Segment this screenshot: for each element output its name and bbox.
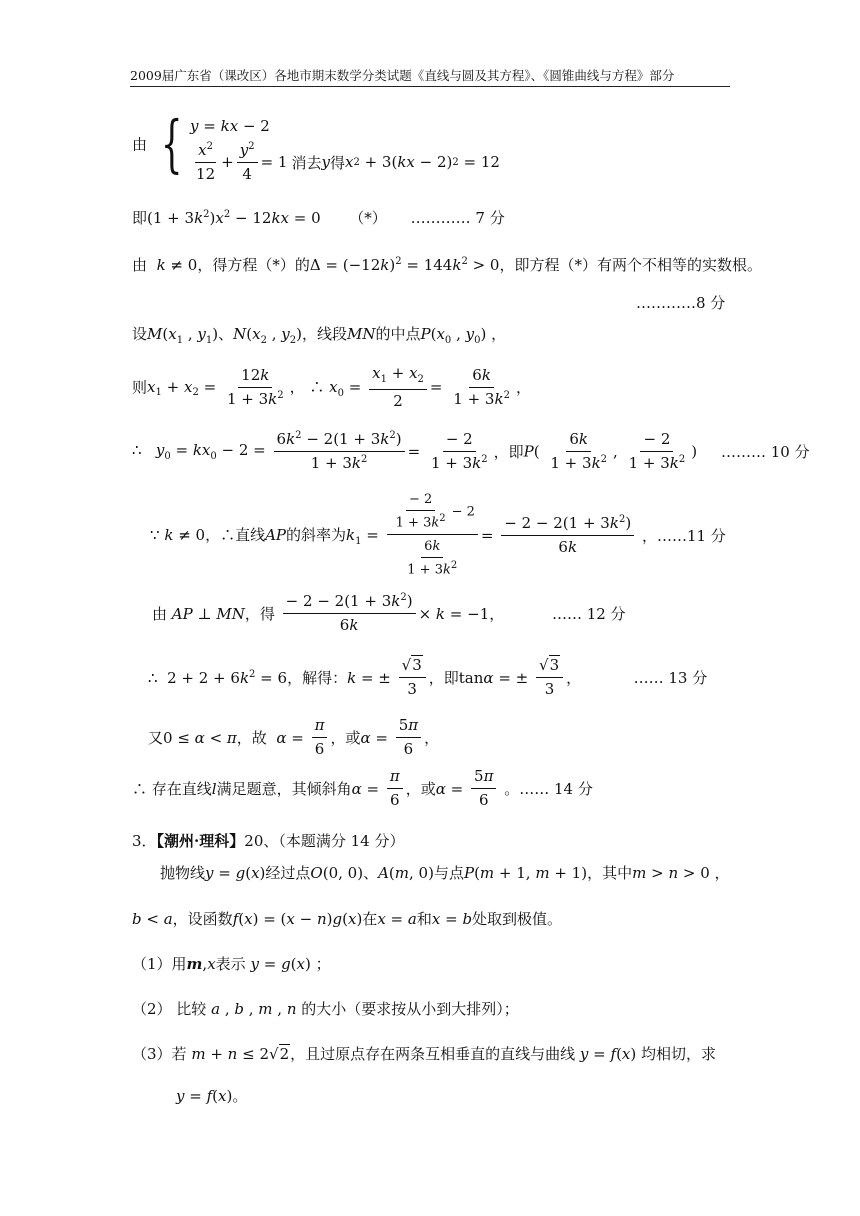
equation-system: y = kx − 2 $\frac{x^2}{12}$ + $\frac{y^2}{4}$ = 1 消去 y 得 x 2 + 3( kx − 2) 2 = 12 [190, 117, 500, 183]
y0-line: ∴ $y_0 = kx_0 - 2$ = $\frac{6k^2 - 2(1 + 3k^2)}{1 + 3k^2}$ = $\frac{- 2}{1 + 3k^2}$ ，即P( $\frac{6k}{1 + 3k^2}$ , $\frac{- 2}{1 + 3k^2}$ ) ……… 10 分 [132, 430, 810, 472]
question-3-paragraph-1: 抛物线y = g(x)经过点O(0, 0)、A(m, 0)与点P(m + 1, m + 1)，其中m > n > 0 ， [160, 864, 730, 882]
question-3-heading: 3．【潮州·理科】20、（本题满分 14 分） [132, 832, 405, 850]
conclusion-line: ∴ 存在直线l满足题意，其倾斜角α = $\frac{\pi}{6}$ ，或α = $\frac{5\pi}{6}$ 。…… 14 分 [132, 767, 593, 809]
page-header: 2009届广东省（课改区）各地市期末数学分类试题《直线与圆及其方程》、《圆锥曲线与方程》部分 [130, 66, 730, 87]
question-3-sub-1: （1）用m,x表示 y = g(x) ； [132, 955, 331, 973]
question-3-sub-2: （2） 比较 a , b , m , n 的大小（要求按从小到大排列）； [132, 1000, 519, 1018]
solve-k-line: ∴ $2 + 2 + 6k^2 = 6$，解得：k = ± $\frac{√3}{3}$ ，即tanα = ± $\frac{√3}{3}$ ， …… 13 分 [148, 656, 708, 698]
sum-of-roots-line: 则$x_1 + x_2$ = $\frac{12k}{1 + 3k^2}$ ， ∴ $x_0$ = $\frac{x_1 + x_2}{2}$ = $\frac{6k}{1 + 3k^2}$ ， [132, 364, 531, 410]
perpendicular-line: 由 AP ⊥ MN，得 $\frac{- 2 - 2(1 + 3k^2)}{6k}$ × k = −1， …… 12 分 [152, 592, 626, 634]
question-3-sub-3: （3）若 m + n ≤ 2√2，且过原点存在两条互相垂直的直线与曲线 y = f(x) 均相切，求 [132, 1045, 717, 1063]
equation-system-line: 由 { y = kx − 2 $\frac{x^2}{12}$ + $\frac{y^2}{4}$ = 1 消去 y 得 x 2 + 3( kx − 2) 2 = 12 [132, 107, 500, 183]
score-8: …………8 分 [636, 294, 726, 312]
discriminant-line: 由 k ≠ 0，得方程（*）的$\Delta = (-12k)^2 = 144k^2 > 0$，即方程（*）有两个不相等的实数根。 [132, 256, 762, 274]
alpha-range-line: 又0 ≤ α < π，故 α = $\frac{\pi}{6}$ ，或α = $\frac{5\pi}{6}$ ， [148, 716, 440, 758]
question-3-paragraph-2: b < a，设函数f(x) = (x − n)g(x)在x = a和x = b处取到极值。 [132, 910, 563, 928]
left-brace: { [160, 107, 183, 180]
points-definition-line: 设$M(x_1$ , $y_1$)、$N(x_2$ , $y_2$)，线段MN的中点$P(x_0$ , $y_0$) ， [132, 325, 507, 346]
slope-line: ∵ k ≠ 0，∴直线AP的斜率为$k_1$ = $\frac{- 2}{1 + 3k^2}$ − 2 $\frac{6k}{1 + 3k^2}$ = $\frac{- 2 - 2(1 + 3k^2)}{6k}$ ，……11 分 [150, 492, 726, 578]
question-3-sub-3-cont: y = f(x)。 [176, 1087, 248, 1105]
equation-star-line: 即$(1 + 3k^2)x^2 - 12kx = 0$ （*） ………… 7 分 [132, 209, 505, 227]
